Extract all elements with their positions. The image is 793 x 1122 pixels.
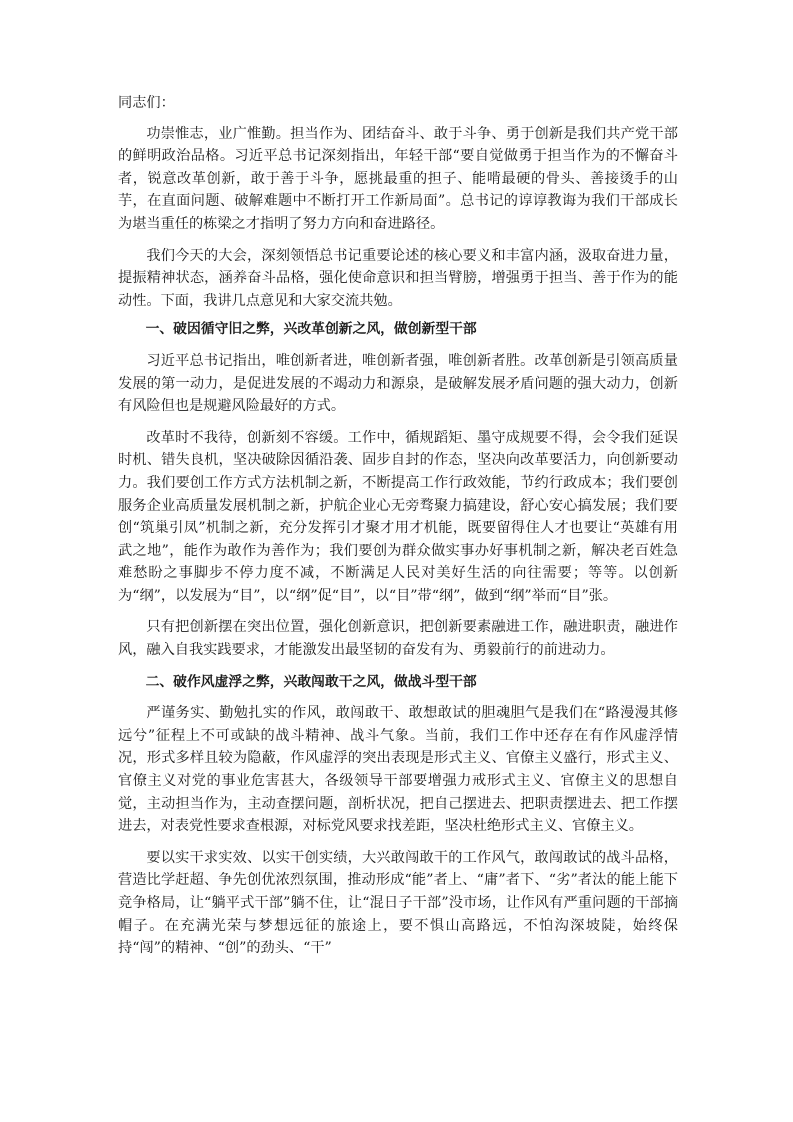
paragraph-innovation-detail: 改革时不我待，创新刻不容缓。工作中，循规蹈矩、墨守成规要不得，会令我们延误时机、错失良机，坚决破除因循沿袭、固步自封的作态，坚决向改革要活力，向创新要动力。我们要创工作方式方法机制之新，不断提高工作行政效能，节约行政成本；我们要创服务企业高质量发展机制之新，护航企业心无旁骛聚力搞建设，舒心安心搞发展；我们要创“筑巢引凤”机制之新，充分发挥引才聚才用才机能，既要留得住人才也要让“英雄有用武之地”，能作为敢作为善作为；我们要创为群众做实事办好事机制之新，解决老百姓急难愁盼之事脚步不停力度不减，不断满足人民对美好生活的向往需要；等等。以创新为“纲”，以发展为“目”，以“纲”促“目”，以“目”带“纲”，做到“纲”举而“目”张。 xyxy=(118,429,678,604)
paragraph-intro: 功崇惟志，业广惟勤。担当作为、团结奋斗、敢于斗争、勇于创新是我们共产党干部的鲜明政治品格。习近平总书记深刻指出，年轻干部“要自觉做勇于担当作为的不懈奋斗者，锐意改革创新，敢于善于斗争，愿挑最重的担子、能啃最硬的骨头、善接烫手的山芋，在直面问题、破解难题中不断打开工作新局面”。总书记的谆谆教诲为我们干部成长为堪当重任的栋梁之才指明了努力方向和奋进路径。 xyxy=(118,125,678,232)
section-heading-2: 二、破作风虚浮之弊，兴敢闯敢干之风，做战斗型干部 xyxy=(145,673,477,690)
paragraph-meeting: 我们今天的大会，深刻领悟总书记重要论述的核心要义和丰富内涵，汲取奋进力量，提振精神状态，涵养奋斗品格，强化使命意识和担当臂膀，增强勇于担当、善于作为的能动性。下面，我讲几点意见和大家交流共勉。 xyxy=(118,247,678,309)
paragraph-innovation-summary: 只有把创新摆在突出位置，强化创新意识，把创新要素融进工作，融进职责，融进作风，融入自我实践要求，才能激发出最坚韧的奋发有为、勇毅前行的前进动力。 xyxy=(118,619,678,659)
salutation: 同志们： xyxy=(118,95,175,111)
paragraph-innovation-quote: 习近平总书记指出，唯创新者进，唯创新者强，唯创新者胜。改革创新是引领高质量发展的第一动力，是促进发展的不竭动力和源泉，是破解发展矛盾问题的强大动力，创新有风险但也是规避风险最好的方式。 xyxy=(118,352,678,415)
paragraph-style-action: 要以实干求实效、以实干创实绩，大兴敢闯敢干的工作风气，敢闯敢试的战斗品格，营造比学赶超、争先创优浓烈氛围，推动形成“能”者上、“庸”者下、“劣”者汰的能上能下竞争格局，让“躺平式干部”躺不住，让“混日子干部”没市场，让作风有严重问题的干部摘帽子。在充满光荣与梦想远征的旅途上，要不惧山高路远，不怕沟深坡陡，始终保持“闯”的精神、“创”的劲头、“干” xyxy=(118,849,678,957)
document-page xyxy=(118,92,678,969)
paragraph-style-problem: 严谨务实、勤勉扎实的作风，敢闯敢干、敢想敢试的胆魂胆气是我们在“路漫漫其修远兮”征程上不可或缺的战斗精神、战斗气象。当前，我们工作中还存在有作风虚浮情况，形式多样且较为隐蔽，作风虚浮的突出表现是形式主义、官僚主义盛行，形式主义、官僚主义对党的事业危害甚大，各级领导干部要增强力戒形式主义、官僚主义的思想自觉，主动担当作为，主动查摆问题，剖析状况，把自己摆进去、把职责摆进去、把工作摆进去，对表党性要求查根源，对标党风要求找差距，坚决杜绝形式主义、官僚主义。 xyxy=(118,705,678,835)
section-heading-1: 一、破因循守旧之弊，兴改革创新之风，做创新型干部 xyxy=(145,321,477,338)
